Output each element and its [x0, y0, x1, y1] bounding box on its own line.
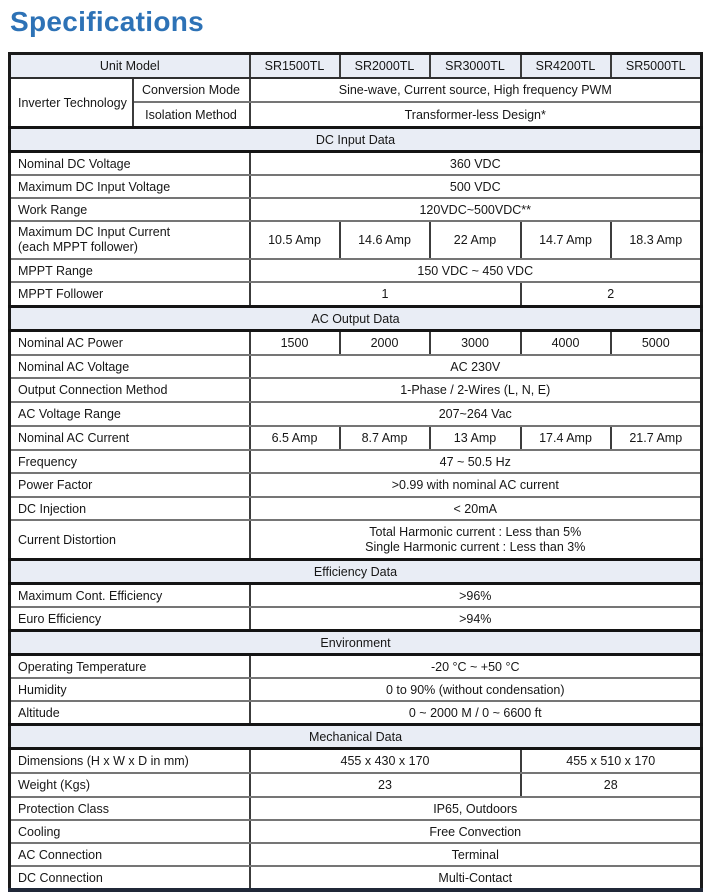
row-value-sr2000tl: 14.6 Amp: [340, 221, 430, 259]
row-ac-connection: [10, 843, 702, 866]
row-value-sr2000tl: 8.7 Amp: [340, 426, 430, 450]
row-value: -20 °C ~ +50 °C: [250, 655, 702, 679]
row-label: AC Voltage Range: [10, 402, 250, 426]
row-label: [10, 221, 250, 259]
row-label: Altitude: [10, 701, 250, 725]
section-environment-title: Environment: [10, 631, 702, 655]
row-dimensions: [10, 749, 702, 774]
specifications-table: [8, 52, 703, 892]
row-label: Nominal AC Current: [10, 426, 250, 450]
section-environment: [10, 631, 702, 655]
row-dc-connection: [10, 866, 702, 890]
row-max-dc-input-current: [10, 221, 702, 259]
section-mechanical-title: Mechanical Data: [10, 725, 702, 749]
model-sr3000tl: SR3000TL: [430, 54, 521, 79]
row-mppt-range: [10, 259, 702, 282]
row-nominal-ac-current: [10, 426, 702, 450]
inverter-technology-label: Inverter Technology: [10, 78, 133, 128]
row-max-dc-input-voltage: [10, 175, 702, 198]
row-label: Frequency: [10, 450, 250, 473]
row-label: AC Connection: [10, 843, 250, 866]
row-altitude: [10, 701, 702, 725]
row-value-sr1500tl: 10.5 Amp: [250, 221, 340, 259]
row-value: >0.99 with nominal AC current: [250, 473, 702, 497]
row-value-sr4200tl: 14.7 Amp: [521, 221, 611, 259]
row-label-line2: (each MPPT follower): [18, 240, 138, 254]
row-value-sr3000tl: 22 Amp: [430, 221, 521, 259]
row-label: MPPT Follower: [10, 282, 250, 307]
row-value: [250, 520, 702, 560]
row-protection-class: [10, 797, 702, 820]
row-operating-temperature: [10, 655, 702, 679]
isolation-method-value: Transformer-less Design*: [250, 102, 702, 128]
row-value-sr3000tl: 13 Amp: [430, 426, 521, 450]
model-sr2000tl: SR2000TL: [340, 54, 430, 79]
model-sr5000tl: SR5000TL: [611, 54, 702, 79]
row-value-sr5000tl: 21.7 Amp: [611, 426, 702, 450]
row-label: Euro Efficiency: [10, 607, 250, 631]
row-label: Maximum DC Input Voltage: [10, 175, 250, 198]
row-label-line1: Maximum DC Input Current: [18, 225, 171, 239]
page-title: Specifications: [10, 6, 205, 37]
row-value-right: 455 x 510 x 170: [521, 749, 702, 774]
row-label: Cooling: [10, 820, 250, 843]
row-euro-efficiency: [10, 607, 702, 631]
row-value-left: 455 x 430 x 170: [250, 749, 521, 774]
row-label: Power Factor: [10, 473, 250, 497]
row-value-sr4200tl: 17.4 Amp: [521, 426, 611, 450]
row-label: Humidity: [10, 678, 250, 701]
row-value: 120VDC~500VDC**: [250, 198, 702, 221]
row-value: 0 ~ 2000 M / 0 ~ 6600 ft: [250, 701, 702, 725]
row-label: Protection Class: [10, 797, 250, 820]
row-value: 0 to 90% (without condensation): [250, 678, 702, 701]
row-frequency: [10, 450, 702, 473]
row-value: 150 VDC ~ 450 VDC: [250, 259, 702, 282]
row-value: 47 ~ 50.5 Hz: [250, 450, 702, 473]
row-value-sr1500tl: 1500: [250, 331, 340, 356]
row-current-distortion: [10, 520, 702, 560]
row-label: Dimensions (H x W x D in mm): [10, 749, 250, 774]
row-label: Nominal DC Voltage: [10, 152, 250, 176]
row-label: Nominal AC Power: [10, 331, 250, 356]
row-value: AC 230V: [250, 355, 702, 378]
section-dc-input-title: DC Input Data: [10, 128, 702, 152]
row-humidity: [10, 678, 702, 701]
row-value-line2: Single Harmonic current : Less than 3%: [365, 539, 586, 554]
row-value: >96%: [250, 584, 702, 608]
row-mppt-follower: [10, 282, 702, 307]
model-sr1500tl: SR1500TL: [250, 54, 340, 79]
row-value-sr5000tl: 18.3 Amp: [611, 221, 702, 259]
row-value: Multi-Contact: [250, 866, 702, 890]
row-label: Current Distortion: [10, 520, 250, 560]
row-label: Maximum Cont. Efficiency: [10, 584, 250, 608]
row-value-right: 28: [521, 773, 702, 797]
row-value: 360 VDC: [250, 152, 702, 176]
row-value-sr1500tl: 6.5 Amp: [250, 426, 340, 450]
isolation-method-label: Isolation Method: [133, 102, 250, 128]
section-ac-output: [10, 307, 702, 331]
row-value-right: 2: [521, 282, 702, 307]
section-dc-input: [10, 128, 702, 152]
row-output-connection-method: [10, 378, 702, 402]
section-mechanical: [10, 725, 702, 749]
row-label: Output Connection Method: [10, 378, 250, 402]
conversion-mode-label: Conversion Mode: [133, 78, 250, 102]
row-label: Operating Temperature: [10, 655, 250, 679]
row-value: Free Convection: [250, 820, 702, 843]
row-weight: [10, 773, 702, 797]
row-value: IP65, Outdoors: [250, 797, 702, 820]
row-label: Weight (Kgs): [10, 773, 250, 797]
row-value: Terminal: [250, 843, 702, 866]
row-ac-voltage-range: [10, 402, 702, 426]
row-nominal-ac-power: [10, 331, 702, 356]
row-power-factor: [10, 473, 702, 497]
row-value-line1: Total Harmonic current : Less than 5%: [369, 524, 582, 539]
model-sr4200tl: SR4200TL: [521, 54, 611, 79]
section-efficiency: [10, 560, 702, 584]
row-value: 500 VDC: [250, 175, 702, 198]
row-value-sr3000tl: 3000: [430, 331, 521, 356]
row-value-sr2000tl: 2000: [340, 331, 430, 356]
row-dc-injection: [10, 497, 702, 520]
row-label: Work Range: [10, 198, 250, 221]
row-value: < 20mA: [250, 497, 702, 520]
row-label: DC Injection: [10, 497, 250, 520]
row-value: 207~264 Vac: [250, 402, 702, 426]
row-value-left: 23: [250, 773, 521, 797]
unit-model-header: Unit Model: [10, 54, 250, 79]
unit-model-header-row: [10, 54, 702, 79]
row-work-range: [10, 198, 702, 221]
row-value-left: 1: [250, 282, 521, 307]
conversion-mode-value: Sine-wave, Current source, High frequency PWM: [250, 78, 702, 102]
row-label: MPPT Range: [10, 259, 250, 282]
row-value: 1-Phase / 2-Wires (L, N, E): [250, 378, 702, 402]
row-label: DC Connection: [10, 866, 250, 890]
section-ac-output-title: AC Output Data: [10, 307, 702, 331]
row-conversion-mode: [10, 78, 702, 102]
section-efficiency-title: Efficiency Data: [10, 560, 702, 584]
row-nominal-ac-voltage: [10, 355, 702, 378]
row-value-sr5000tl: 5000: [611, 331, 702, 356]
row-max-cont-efficiency: [10, 584, 702, 608]
row-label: Nominal AC Voltage: [10, 355, 250, 378]
row-value: >94%: [250, 607, 702, 631]
row-nominal-dc-voltage: [10, 152, 702, 176]
row-value-sr4200tl: 4000: [521, 331, 611, 356]
